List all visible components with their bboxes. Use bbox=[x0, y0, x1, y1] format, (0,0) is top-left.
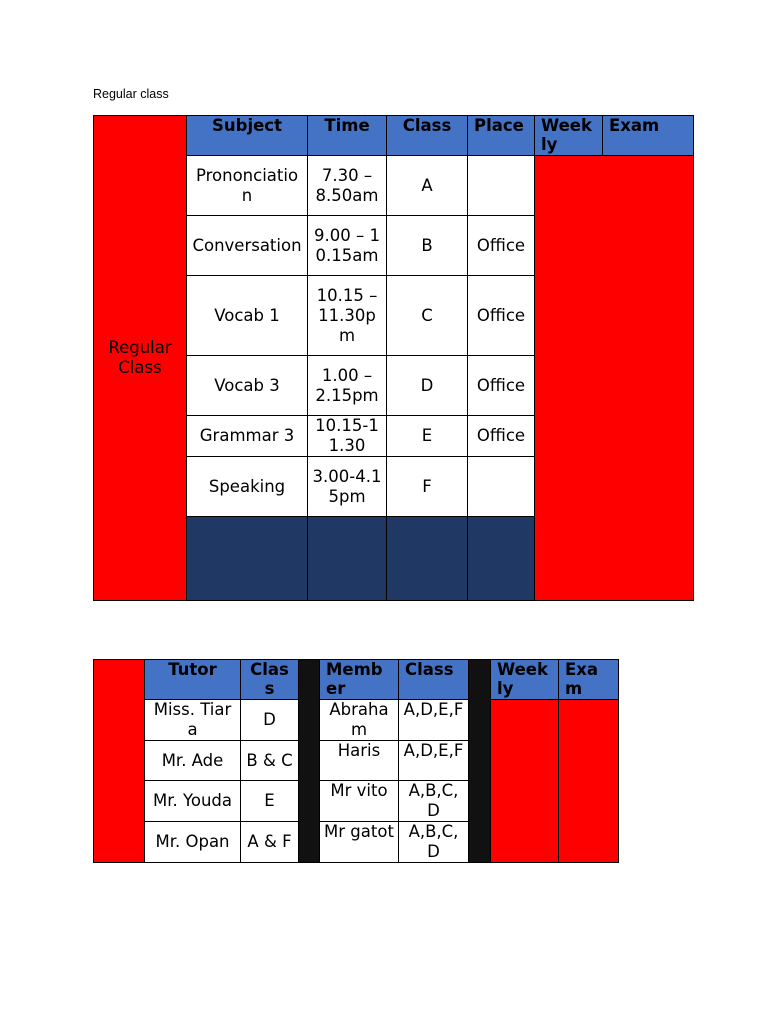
tutor-member-table bbox=[93, 659, 619, 863]
header-weekly: Weekly bbox=[491, 660, 559, 700]
exam-block bbox=[559, 700, 619, 863]
regular-class-side-label: Regular Class bbox=[94, 116, 187, 601]
subject-cell: Vocab 1 bbox=[187, 276, 308, 356]
left-red-column bbox=[94, 660, 145, 863]
header-subject: Subject bbox=[187, 116, 308, 156]
class-cell: E bbox=[387, 416, 468, 457]
place-cell: Office bbox=[468, 216, 535, 276]
empty-cell bbox=[308, 517, 387, 601]
subject-cell: Speaking bbox=[187, 457, 308, 517]
class-cell: C bbox=[387, 276, 468, 356]
tutor-class-cell: B & C bbox=[241, 741, 299, 781]
class-cell: A bbox=[387, 156, 468, 216]
member-class-cell: A,B,C,D bbox=[399, 781, 469, 822]
class-cell: B bbox=[387, 216, 468, 276]
header-place: Place bbox=[468, 116, 535, 156]
place-cell: Office bbox=[468, 276, 535, 356]
header-exam: Exam bbox=[603, 116, 694, 156]
separator-column bbox=[469, 660, 491, 863]
member-class-cell: A,B,C,D bbox=[399, 822, 469, 863]
class-cell: D bbox=[387, 356, 468, 416]
place-cell: Office bbox=[468, 356, 535, 416]
member-cell: Abraham bbox=[320, 700, 399, 741]
header-tutor-class: Class bbox=[241, 660, 299, 700]
subject-cell: Conversation bbox=[187, 216, 308, 276]
place-cell bbox=[468, 457, 535, 517]
time-cell: 1.00 – 2.15pm bbox=[308, 356, 387, 416]
empty-cell bbox=[187, 517, 308, 601]
tutor-cell: Miss. Tiara bbox=[145, 700, 241, 741]
header-time: Time bbox=[308, 116, 387, 156]
member-class-cell: A,D,E,F bbox=[399, 741, 469, 781]
time-cell: 10.15 – 11.30pm bbox=[308, 276, 387, 356]
tutor-class-cell: E bbox=[241, 781, 299, 822]
empty-cell bbox=[468, 517, 535, 601]
header-member: Member bbox=[320, 660, 399, 700]
member-cell: Haris bbox=[320, 741, 399, 781]
weekly-block bbox=[491, 700, 559, 863]
place-cell: Office bbox=[468, 416, 535, 457]
empty-cell bbox=[387, 517, 468, 601]
member-cell: Mr gatot bbox=[320, 822, 399, 863]
time-cell: 3.00-4.15pm bbox=[308, 457, 387, 517]
tutor-class-cell: D bbox=[241, 700, 299, 741]
separator-column bbox=[299, 660, 320, 863]
document-caption: Regular class bbox=[93, 87, 169, 101]
header-member-class: Class bbox=[399, 660, 469, 700]
class-cell: F bbox=[387, 457, 468, 517]
regular-class-schedule-table bbox=[93, 115, 694, 601]
time-cell: 9.00 – 10.15am bbox=[308, 216, 387, 276]
member-class-cell: A,D,E,F bbox=[399, 700, 469, 741]
subject-cell: Grammar 3 bbox=[187, 416, 308, 457]
member-cell: Mr vito bbox=[320, 781, 399, 822]
time-cell: 10.15-11.30 bbox=[308, 416, 387, 457]
subject-cell: Prononciation bbox=[187, 156, 308, 216]
header-tutor: Tutor bbox=[145, 660, 241, 700]
tutor-class-cell: A & F bbox=[241, 822, 299, 863]
tutor-cell: Mr. Opan bbox=[145, 822, 241, 863]
tutor-cell: Mr. Youda bbox=[145, 781, 241, 822]
weekly-exam-block bbox=[535, 156, 694, 601]
subject-cell: Vocab 3 bbox=[187, 356, 308, 416]
header-weekly: Weekly bbox=[535, 116, 603, 156]
place-cell bbox=[468, 156, 535, 216]
header-exam: Exam bbox=[559, 660, 619, 700]
tutor-cell: Mr. Ade bbox=[145, 741, 241, 781]
table-row bbox=[94, 700, 619, 741]
header-class: Class bbox=[387, 116, 468, 156]
time-cell: 7.30 – 8.50am bbox=[308, 156, 387, 216]
